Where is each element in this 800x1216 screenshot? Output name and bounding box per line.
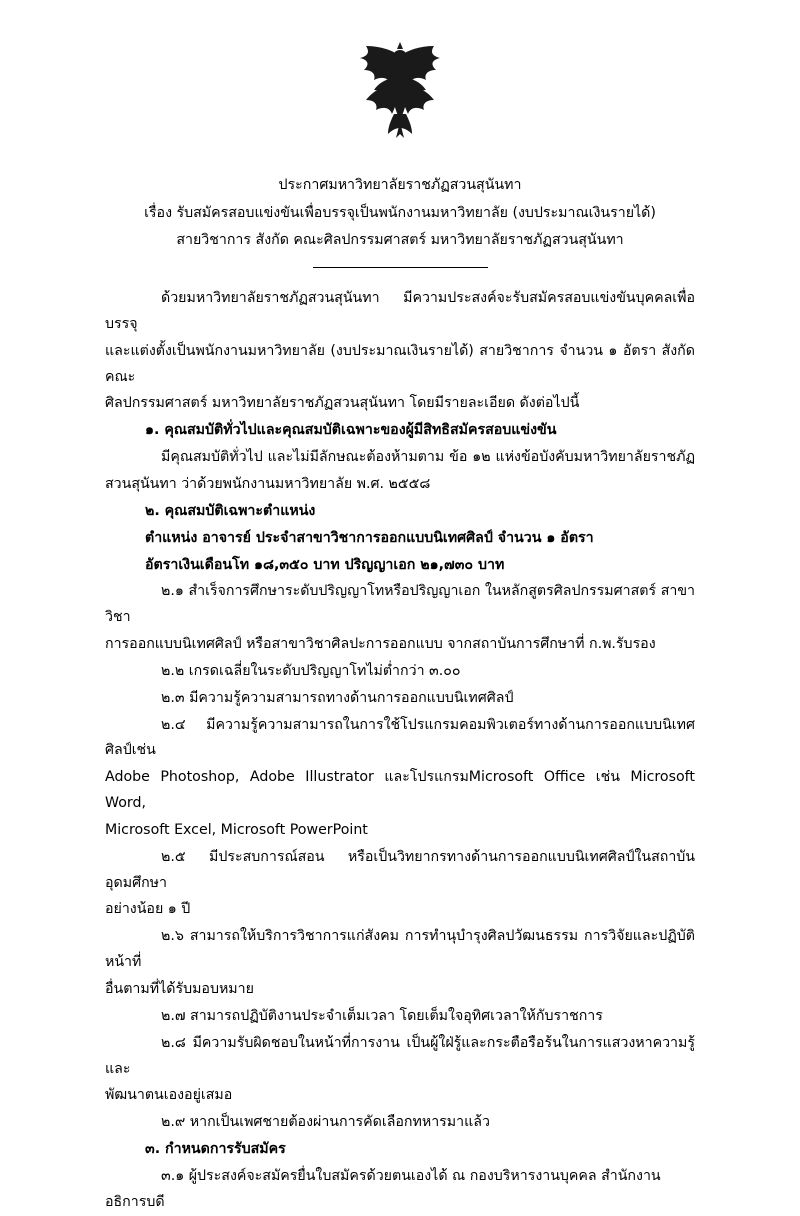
item-3-1-line-1: ๓.๑ ผู้ประสงค์จะสมัครยื่นใบสมัครด้วยตนเองได้ ณ กองบริหารงานบุคคล สำนักงานอธิการบดี bbox=[105, 1167, 661, 1210]
item-2-4-line-3: Microsoft Excel, Microsoft PowerPoint bbox=[105, 821, 368, 838]
item-2-8-line-2: พัฒนาตนเองอยู่เสมอ bbox=[105, 1087, 233, 1104]
section-2-title: ๒. คุณสมบัติเฉพาะตำแหน่ง bbox=[145, 502, 316, 519]
header-line-2: เรื่อง รับสมัครสอบแข่งขันเพื่อบรรจุเป็นพนักงานมหาวิทยาลัย (งบประมาณเงินรายได้) bbox=[144, 204, 656, 221]
emblem-container bbox=[105, 0, 695, 140]
garuda-emblem-icon bbox=[344, 38, 456, 140]
section-2-subtitle-1: ตำแหน่ง อาจารย์ ประจำสาขาวิชาการออกแบบนิเทศศิลป์ จำนวน ๑ อัตรา bbox=[145, 529, 594, 546]
item-2-8-line-1: ๒.๘ มีความรับผิดชอบในหน้าที่การงาน เป็นผู้ใฝ่รู้และกระตือรือร้นในการแสวงหาความรู้และ bbox=[105, 1034, 695, 1077]
item-2-9-line-1: ๒.๙ หากเป็นเพศชายต้องผ่านการคัดเลือกทหารมาแล้ว bbox=[161, 1114, 490, 1131]
header-line-3: สายวิชาการ สังกัด คณะศิลปกรรมศาสตร์ มหาวิทยาลัยราชภัฏสวนสุนันทา bbox=[176, 232, 624, 249]
document-body bbox=[105, 286, 695, 1216]
item-2-2-line-1: ๒.๒ เกรดเฉลี่ยในระดับปริญญาโทไม่ต่ำกว่า ๓.๐๐ bbox=[161, 662, 461, 679]
section-2-subtitle-2: อัตราเงินเดือนโท ๑๘,๓๕๐ บาท ปริญญาเอก ๒๑,๗๓๐ บาท bbox=[145, 556, 505, 573]
document-header bbox=[105, 172, 695, 255]
item-2-5-line-2: อย่างน้อย ๑ ปี bbox=[105, 901, 191, 918]
item-2-4-line-1: ๒.๔ มีความรู้ความสามารถในการใช้โปรแกรมคอมพิวเตอร์ทางด้านการออกแบบนิเทศศิลป์เช่น bbox=[105, 716, 695, 759]
item-2-6-line-2: อื่นตามที่ได้รับมอบหมาย bbox=[105, 981, 254, 997]
item-2-1-line-2: การออกแบบนิเทศศิลป์ หรือสาขาวิชาศิลปะการออกแบบ จากสถาบันการศึกษาที่ ก.พ.รับรอง bbox=[105, 636, 656, 653]
item-2-7-line-1: ๒.๗ สามารถปฏิบัติงานประจำเต็มเวลา โดยเต็มใจอุทิศเวลาให้กับราชการ bbox=[161, 1007, 603, 1024]
item-2-5-line-1: ๒.๕ มีประสบการณ์สอน หรือเป็นวิทยากรทางด้านการออกแบบนิเทศศิลป์ในสถาบันอุดมศึกษา bbox=[105, 848, 695, 891]
item-2-6-line-1: ๒.๖ สามารถให้บริการวิชาการแก่สังคม การทำนุบำรุงศิลปวัฒนธรรม การวิจัยและปฏิบัติหน้าที่ bbox=[105, 928, 695, 971]
header-divider bbox=[105, 267, 695, 268]
intro-line-1: ด้วยมหาวิทยาลัยราชภัฏสวนสุนันทา มีความประสงค์จะรับสมัครสอบแข่งขันบุคคลเพื่อบรรจุ bbox=[105, 290, 695, 332]
section-1-title: ๑. คุณสมบัติทั่วไปและคุณสมบัติเฉพาะของผู้มีสิทธิสมัครสอบแข่งขัน bbox=[145, 422, 557, 439]
section-1-paragraph-line-1: มีคุณสมบัติทั่วไป และไม่มีลักษณะต้องห้ามตาม ข้อ ๑๒ แห่งข้อบังคับมหาวิทยาลัยราชภัฏ bbox=[161, 449, 695, 466]
item-2-3-line-1: ๒.๓ มีความรู้ความสามารถทางด้านการออกแบบนิเทศศิลป์ bbox=[161, 689, 514, 706]
section-3-title: ๓. กำหนดการรับสมัคร bbox=[145, 1141, 286, 1158]
intro-line-2: และแต่งตั้งเป็นพนักงานมหาวิทยาลัย (งบประมาณเงินรายได้) สายวิชาการ จำนวน ๑ อัตรา สังกัด คณะ bbox=[105, 342, 695, 385]
item-2-1-line-1: ๒.๑ สำเร็จการศึกษาระดับปริญญาโทหรือปริญญาเอก ในหลักสูตรศิลปกรรมศาสตร์ สาขาวิชา bbox=[105, 583, 695, 626]
section-1-paragraph-line-2: สวนสุนันทา ว่าด้วยพนักงานมหาวิทยาลัย พ.ศ. ๒๕๕๘ bbox=[105, 475, 431, 492]
item-2-4-line-2: Adobe Photoshop, Adobe Illustrator และโปรแกรมMicrosoft Office เช่น Microsoft Word, bbox=[105, 769, 695, 812]
header-line-1: ประกาศมหาวิทยาลัยราชภัฏสวนสุนันทา bbox=[278, 177, 522, 193]
intro-line-3: ศิลปกรรมศาสตร์ มหาวิทยาลัยราชภัฏสวนสุนันทา โดยมีรายละเอียด ดังต่อไปนี้ bbox=[105, 395, 580, 412]
